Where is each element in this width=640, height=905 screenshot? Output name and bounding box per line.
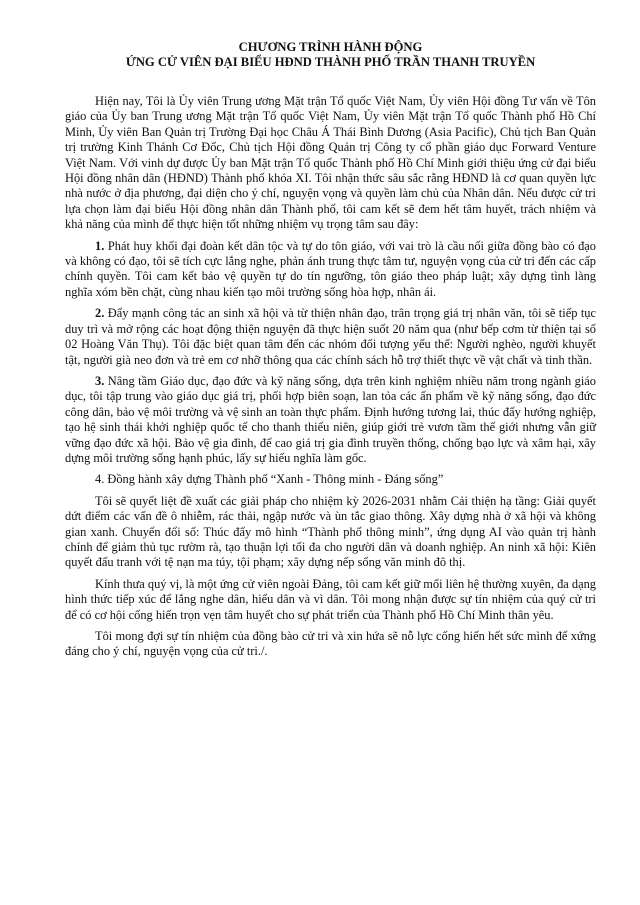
closing-paragraph: Tôi mong đợi sự tín nhiệm của đồng bào cử tri và xin hứa sẽ nỗ lực cống hiến hết sức mình để xứng đáng cho ý chí, nguyện vọng của cử tri./. [65,629,596,659]
item-text: Nâng tầm Giáo dục, đạo đức và kỹ năng sống, dựa trên kinh nghiệm nhiều năm trong ngành giáo dục, tôi tập trung vào giáo dục giá trị, phối hợp biên soạn, lan tỏa các ấn phẩm về kỹ năng sống, đạo đức công dân, bảo vệ môi trường và vệ sinh an toàn thực phẩm. Định hướng tương lai, thúc đẩy hướng nghiệp, tạo hệ sinh thái khởi nghiệp quốc tế cho thanh thiếu niên, giúp giới trẻ vươn tầm thế giới nhưng vẫn giữ vững đạo đức xã hội. Bảo vệ gia đình, để cao giá trị gia đình truyền thống, chống bạo lực và xâm hại, xây dựng môi trường sống hạnh phúc, lấy sự hiếu nghĩa làm gốc. [65,373,596,465]
list-item [65,239,596,301]
list-item [65,306,596,368]
item-text: Đẩy mạnh công tác an sinh xã hội và từ thiện nhân đạo, trân trọng giá trị nhân văn, tôi sẽ tiếp tục duy trì và mở rộng các hoạt động thiện nguyện đã thực hiện suốt 20 năm qua (như bếp cơm từ thiện tại số 02 Hoàng Văn Thụ). Tôi đặc biệt quan tâm đến các nhóm đối tượng yếu thế: Người nghèo, người khuyết tật, người già neo đơn và trẻ em cơ nhỡ thông qua các chính sách hỗ trợ thiết thực về vật chất và tinh thần. [65,306,596,367]
intro-paragraph: Hiện nay, Tôi là Ủy viên Trung ương Mặt trận Tổ quốc Việt Nam, Ủy viên Hội đồng Tư vấn về Tôn giáo của Ủy ban Trung ương Mặt trận Tổ quốc Việt Nam, Ủy viên Mặt trận Tổ quốc Thành phố Hồ Chí Minh, Ủy viên Ban Quản trị Trường Đại học Châu Á Thái Bình Dương (Asia Pacific), Chủ tịch Ban Quản trị trường Kinh Thánh Cơ Đốc, Chủ tịch Hội đồng Quản trị Công ty cổ phần giáo dục Forward Venture Việt Nam. Với vinh dự được Ủy ban Mặt trận Tổ quốc Thành phố Hồ Chí Minh giới thiệu ứng cử đại biểu Hội đồng nhân dân (HĐND) Thành phố khóa XI. Tôi nhận thức sâu sắc rằng HĐND là cơ quan quyền lực nhà nước ở địa phương, đại diện cho ý chí, nguyện vọng và quyền làm chủ của Nhân dân. Nếu được cử tri lựa chọn làm đại biểu Hội đồng nhân dân Thành phố, tôi cam kết sẽ đem hết tâm huyết, trách nhiệm và khả năng của mình để thực hiện tốt những nhiệm vụ trọng tâm sau đây: [65,94,596,232]
item-number: 1. [95,238,105,253]
item-number: 4. [95,472,105,487]
document-subtitle: ỨNG CỬ VIÊN ĐẠI BIỂU HĐND THÀNH PHỐ TRẦN THANH TRUYỀN [125,55,536,69]
infrastructure-paragraph: Tôi sẽ quyết liệt đề xuất các giải pháp cho nhiệm kỳ 2026-2031 nhằm Cải thiện hạ tầng: Giải quyết dứt điểm các vấn đề ô nhiễm, rác thải, ngập nước và ùn tắc giao thông. Xây dựng nhà ở xã hội và không gian xanh. Chuyển đổi số: Thúc đẩy mô hình “Thành phố thông minh”, ứng dụng AI vào quản trị hành chính để giảm thủ tục rườm rà, tạo thuận lợi tối đa cho người dân và doanh nghiệp. An ninh xã hội: Kiên quyết đấu tranh với tệ nạn ma túy, tội phạm; xây dựng nếp sống văn minh đô thị. [65,493,596,570]
document-title-block [65,40,596,70]
list-item [65,374,596,466]
item-number: 2. [95,306,105,321]
document-title: CHƯƠNG TRÌNH HÀNH ĐỘNG [238,40,423,54]
item-text: Đồng hành xây dựng Thành phố “Xanh - Thông minh - Đáng sống” [104,472,444,487]
item-text: Phát huy khối đại đoàn kết dân tộc và tự do tôn giáo, với vai trò là cầu nối giữa đồng bào có đạo và không có đạo, tôi sẽ tích cực lắng nghe, phản ánh trung thực tâm tư, nguyện vọng của cử tri đến các cấp chính quyền. Tôi cam kết bảo vệ quyền tự do tín ngưỡng, tôn giáo theo pháp luật; xây dựng tình làng nghĩa xóm bền chặt, cùng nhau kiến tạo môi trường sống hòa hợp, nhân ái. [65,238,596,299]
list-item [65,472,596,487]
commitment-paragraph: Kính thưa quý vị, là một ứng cử viên ngoài Đảng, tôi cam kết giữ mối liên hệ thường xuyên, đa dạng hình thức tiếp xúc để lắng nghe dân, hiểu dân và vì dân. Tôi mong nhận được sự tín nhiệm của quý cử tri để có cơ hội cống hiến trọn vẹn tâm huyết cho sự phát triển của Thành phố Hồ Chí Minh thân yêu. [65,576,596,622]
item-number: 3. [95,373,105,388]
